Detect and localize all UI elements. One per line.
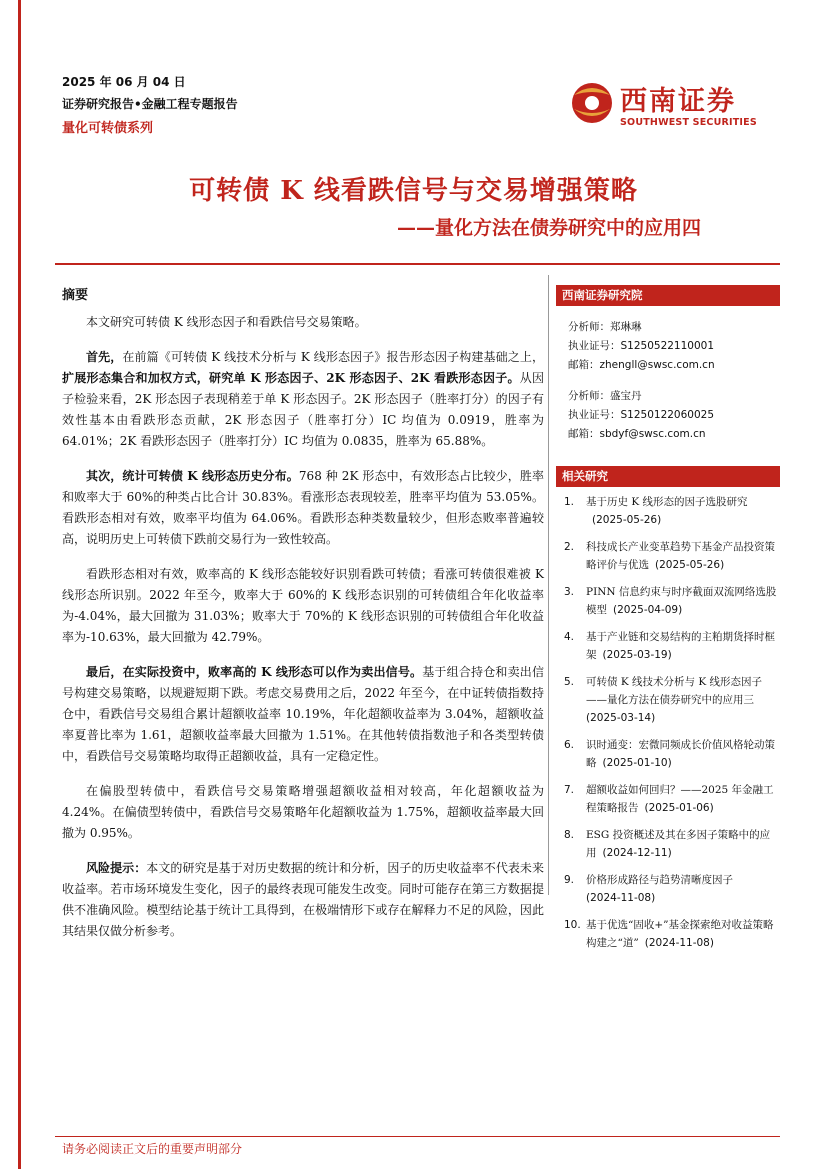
- footer-disclaimer: 请务必阅读正文后的重要声明部分: [62, 1142, 243, 1156]
- p3-bold: 其次，统计可转债 K 线形态历史分布。: [86, 469, 299, 483]
- abstract-paragraph-3: [62, 466, 544, 550]
- list-item[interactable]: 6. 识时通变：宏微同频成长价值风格轮动策略 (2025-01-10): [564, 739, 775, 769]
- related-research-header: 相关研究: [556, 466, 780, 487]
- risk-text: 本文的研究是基于对历史数据的统计和分析，因子的历史收益率不代表未来收益率。若市场环境发生变化，因子的最终表现可能发生改变。同时可能存在第三方数据提供不准确风险。模型结论基于统计工具得到，在极端情形下或存在解释力不足的风险，因此其结果仅做分析参考。: [62, 861, 544, 938]
- list-item[interactable]: 7. 超额收益如何回归？——2025 年金融工程策略报告 (2025-01-06): [564, 784, 774, 814]
- report-series: 量化可转债系列: [62, 121, 154, 136]
- institute-header: 西南证券研究院: [556, 285, 780, 306]
- analyst-1-email[interactable]: 邮箱：zhengll@swsc.com.cn: [568, 359, 715, 371]
- p3-text: 768 种 2K 形态中，有效形态占比较少，胜率和败率大于 60%的种类占比合计 30.83%。看涨形态表现较差，胜率平均值为 53.05%。看跌形态相对有效，败率平均值为 64.06%。看跌形态种类数量较少，但形态败率普遍较高，说明历史上可转债下跌前交易行为一致性较高。: [62, 469, 544, 546]
- list-item[interactable]: 9. 价格形成路径与趋势清晰度因子 (2024-11-08): [564, 874, 733, 904]
- top-divider: [55, 263, 780, 265]
- abstract-paragraph-5: [62, 662, 544, 767]
- list-item[interactable]: 2. 科技成长产业变革趋势下基金产品投资策略评价与优选 (2025-05-26): [564, 541, 775, 571]
- analyst-1-name: 分析师：郑琳琳: [568, 321, 642, 333]
- risk-label: 风险提示：: [86, 861, 147, 875]
- analyst-1-cert: 执业证号：S1250522110001: [568, 340, 715, 352]
- report-type: 证券研究报告•金融工程专题报告: [62, 97, 238, 111]
- related-research-list: [564, 493, 780, 952]
- abstract-paragraph-2: [62, 347, 544, 452]
- p2-bold: 扩展形态集合和加权方式，研究单 K 形态因子、2K 形态因子、2K 看跌形态因子。: [62, 371, 520, 385]
- list-item[interactable]: 3. PINN 信息约束与时序截面双流网络选股模型 (2025-04-09): [564, 586, 777, 616]
- p2-lead: 首先，: [86, 350, 123, 364]
- report-title: 可转债 K 线看跌信号与交易增强策略: [189, 176, 638, 206]
- report-date: 2025 年 06 月 04 日: [62, 75, 186, 89]
- abstract-paragraph-4: 看跌形态相对有效，败率高的 K 线形态能较好识别看跌可转债；看涨可转债很难被 K 线形态所识别。2022 年至今，败率大于 60%的 K 线形态识别的可转债组合年化收益率为-4.04%，最大回撤为 31.03%；败率大于 70%的 K 线形态识别的可转债组合年化收益率为-10.63%，最大回撤为 42.79%。: [62, 567, 544, 644]
- abstract-paragraph-1: 本文研究可转债 K 线形态因子和看跌信号交易策略。: [86, 315, 367, 329]
- analyst-info: [568, 318, 780, 444]
- analyst-2-name: 分析师：盛宝丹: [568, 390, 642, 402]
- abstract-section: [62, 285, 544, 956]
- p2-text-a: 在前篇《可转债 K 线技术分析与 K 线形态因子》报告形态因子构建基础之上，: [122, 350, 544, 364]
- company-logo: [568, 73, 778, 135]
- list-item[interactable]: 4. 基于产业链和交易结构的主粕期货择时框架 (2025-03-19): [564, 631, 775, 661]
- risk-warning: [62, 858, 544, 942]
- column-divider: [548, 275, 549, 895]
- p2-text-b: 从因子检验来看，2K 形态因子表现稍差于单 K 形态因子。2K 形态因子（胜率打分）的因子有效性基本由看跌形态贡献，2K 形态因子（胜率打分）IC 均值为 0.0919，胜率为 64.01%；2K 看跌形态因子（胜率打分）IC 均值为 0.0835，胜率为 65.88%。: [62, 371, 544, 448]
- analyst-2-cert: 执业证号：S1250122060025: [568, 409, 715, 421]
- logo-emblem-icon: [568, 73, 618, 135]
- abstract-paragraph-6: 在偏股型转债中，看跌信号交易策略增强超额收益相对较高，年化超额收益为 4.24%。在偏债型转债中，看跌信号交易策略年化超额收益为 1.75%，超额收益率最大回撤为 0.95%。: [62, 784, 544, 840]
- footer-divider: [55, 1136, 780, 1137]
- logo-name-en: SOUTHWEST SECURITIES: [620, 117, 757, 128]
- p5-bold: 最后，在实际投资中，败率高的 K 线形态可以作为卖出信号。: [86, 665, 423, 679]
- abstract-heading: 摘要: [62, 288, 89, 303]
- list-item[interactable]: 8. ESG 投资概述及其在多因子策略中的应用 (2024-12-11): [564, 829, 771, 859]
- report-subtitle: ——量化方法在债券研究中的应用四: [396, 217, 701, 239]
- analyst-2-email[interactable]: 邮箱：sbdyf@swsc.com.cn: [568, 428, 706, 440]
- list-item[interactable]: 5. 可转债 K 线技术分析与 K 线形态因子——量化方法在债券研究中的应用三 (2025-03-14): [564, 676, 763, 724]
- sidebar: [556, 285, 780, 961]
- list-item[interactable]: 1. 基于历史 K 线形态的因子选股研究 (2025-05-26): [564, 496, 748, 526]
- logo-name-cn: 西南证券: [620, 86, 736, 117]
- list-item[interactable]: 10. 基于优选“固收+”基金探索绝对收益策略构建之“道” (2024-11-08): [564, 919, 774, 949]
- p5-text: 基于组合持仓和卖出信号构建交易策略，以规避短期下跌。考虑交易费用之后，2022 年至今，在中证转债指数持仓中，看跌信号交易组合累计超额收益率 10.19%，年化超额收益率为 3.04%，超额收益率夏普比率为 1.61，超额收益率最大回撤为 1.51%。在其他转债指数池子和各类型转债中，看跌信号交易策略均取得正超额收益，具有一定稳定性。: [62, 665, 544, 763]
